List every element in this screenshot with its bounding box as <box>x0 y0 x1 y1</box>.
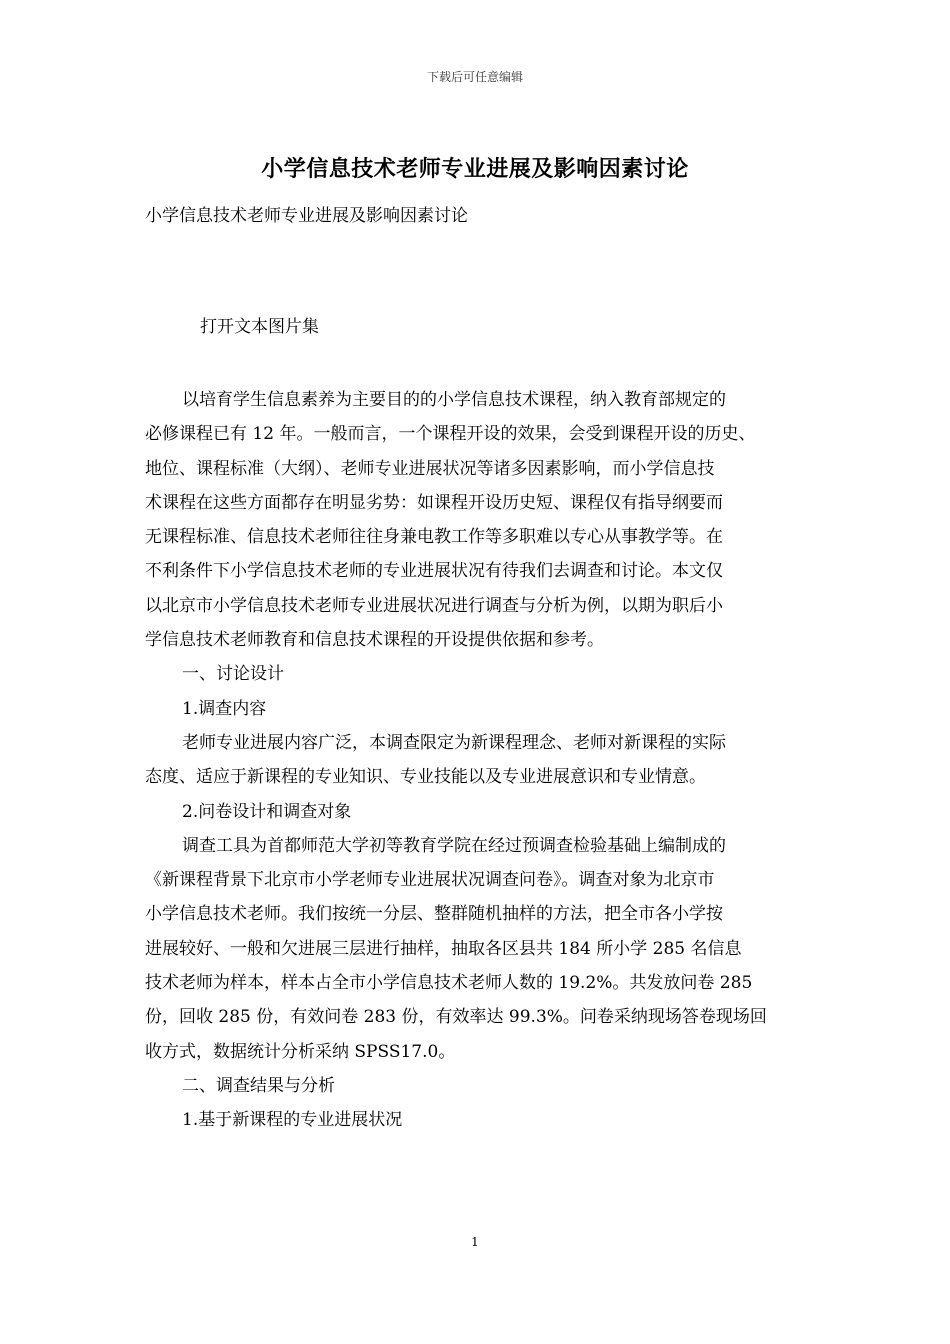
paragraph-questionnaire <box>145 829 807 1069</box>
text-line: 术课程在这些方面都存在明显劣势：如课程开设历史短、课程仅有指导纲要而 <box>145 492 723 513</box>
open-image-collection-link[interactable]: 打开文本图片集 <box>200 317 319 337</box>
text-line: 《新课程背景下北京市小学老师专业进展状况调查问卷》。调查对象为北京市 <box>145 870 715 891</box>
text-line: 1.调查内容 <box>182 698 267 719</box>
document-title: 小学信息技术老师专业进展及影响因素讨论 <box>261 156 689 182</box>
subsection-heading-survey-content <box>145 692 807 726</box>
text-line: 以培育学生信息素养为主要目的的小学信息技术课程，纳入教育部规定的 <box>182 390 726 410</box>
text-line: 学信息技术老师教育和信息技术课程的开设提供依据和参考。 <box>145 630 604 651</box>
text-line: 地位、课程标准（大纲）、老师专业进展状况等诸多因素影响，而小学信息技 <box>145 458 715 479</box>
section-heading-results <box>145 1069 807 1103</box>
text-line: 调查工具为首都师范大学初等教育学院在经过预调查检验基础上编制成的 <box>182 835 726 856</box>
text-line: 必修课程已有 12 年。一般而言，一个课程开设的效果，会受到课程开设的历史、 <box>145 424 756 445</box>
text-line: 收方式，数据统计分析采纳 SPSS17.0。 <box>145 1041 456 1062</box>
subsection-heading-professional-development <box>145 1103 807 1137</box>
text-line: 无课程标准、信息技术老师往往身兼电教工作等多职难以专心从事教学等。在 <box>145 527 723 548</box>
page-header: 下载后可任意编辑 <box>426 70 523 84</box>
text-line: 进展较好、一般和欠进展三层进行抽样，抽取各区县共 184 所小学 285 名信息 <box>145 938 742 959</box>
document-subtitle: 小学信息技术老师专业进展及影响因素讨论 <box>145 206 468 226</box>
text-line: 以北京市小学信息技术老师专业进展状况进行调查与分析为例，以期为职后小 <box>145 595 723 616</box>
text-line: 份，回收 285 份，有效问卷 283 份，有效率达 99.3%。问卷采纳现场答卷现场回 <box>145 1007 767 1028</box>
text-line: 一、讨论设计 <box>182 664 284 685</box>
text-line: 二、调查结果与分析 <box>182 1075 335 1096</box>
text-line: 老师专业进展内容广泛，本调查限定为新课程理念、老师对新课程的实际 <box>182 732 726 753</box>
text-line: 1.基于新课程的专业进展状况 <box>182 1110 403 1131</box>
page-number: 1 <box>471 1235 479 1249</box>
text-line: 态度、适应于新课程的专业知识、专业技能以及专业进展意识和专业情意。 <box>145 767 706 788</box>
text-line: 不利条件下小学信息技术老师的专业进展状况有待我们去调查和讨论。本文仅 <box>145 561 723 582</box>
text-line: 小学信息技术老师。我们按统一分层、整群随机抽样的方法，把全市各小学按 <box>145 904 723 925</box>
paragraph-survey-content <box>145 726 807 795</box>
section-heading-research-design <box>145 657 807 691</box>
text-line: 技术老师为样本，样本占全市小学信息技术老师人数的 19.2%。共发放问卷 285 <box>145 973 753 994</box>
paragraph-intro <box>145 383 807 657</box>
body-text <box>145 383 807 1138</box>
subsection-heading-questionnaire <box>145 795 807 829</box>
text-line: 2.问卷设计和调查对象 <box>182 801 352 822</box>
